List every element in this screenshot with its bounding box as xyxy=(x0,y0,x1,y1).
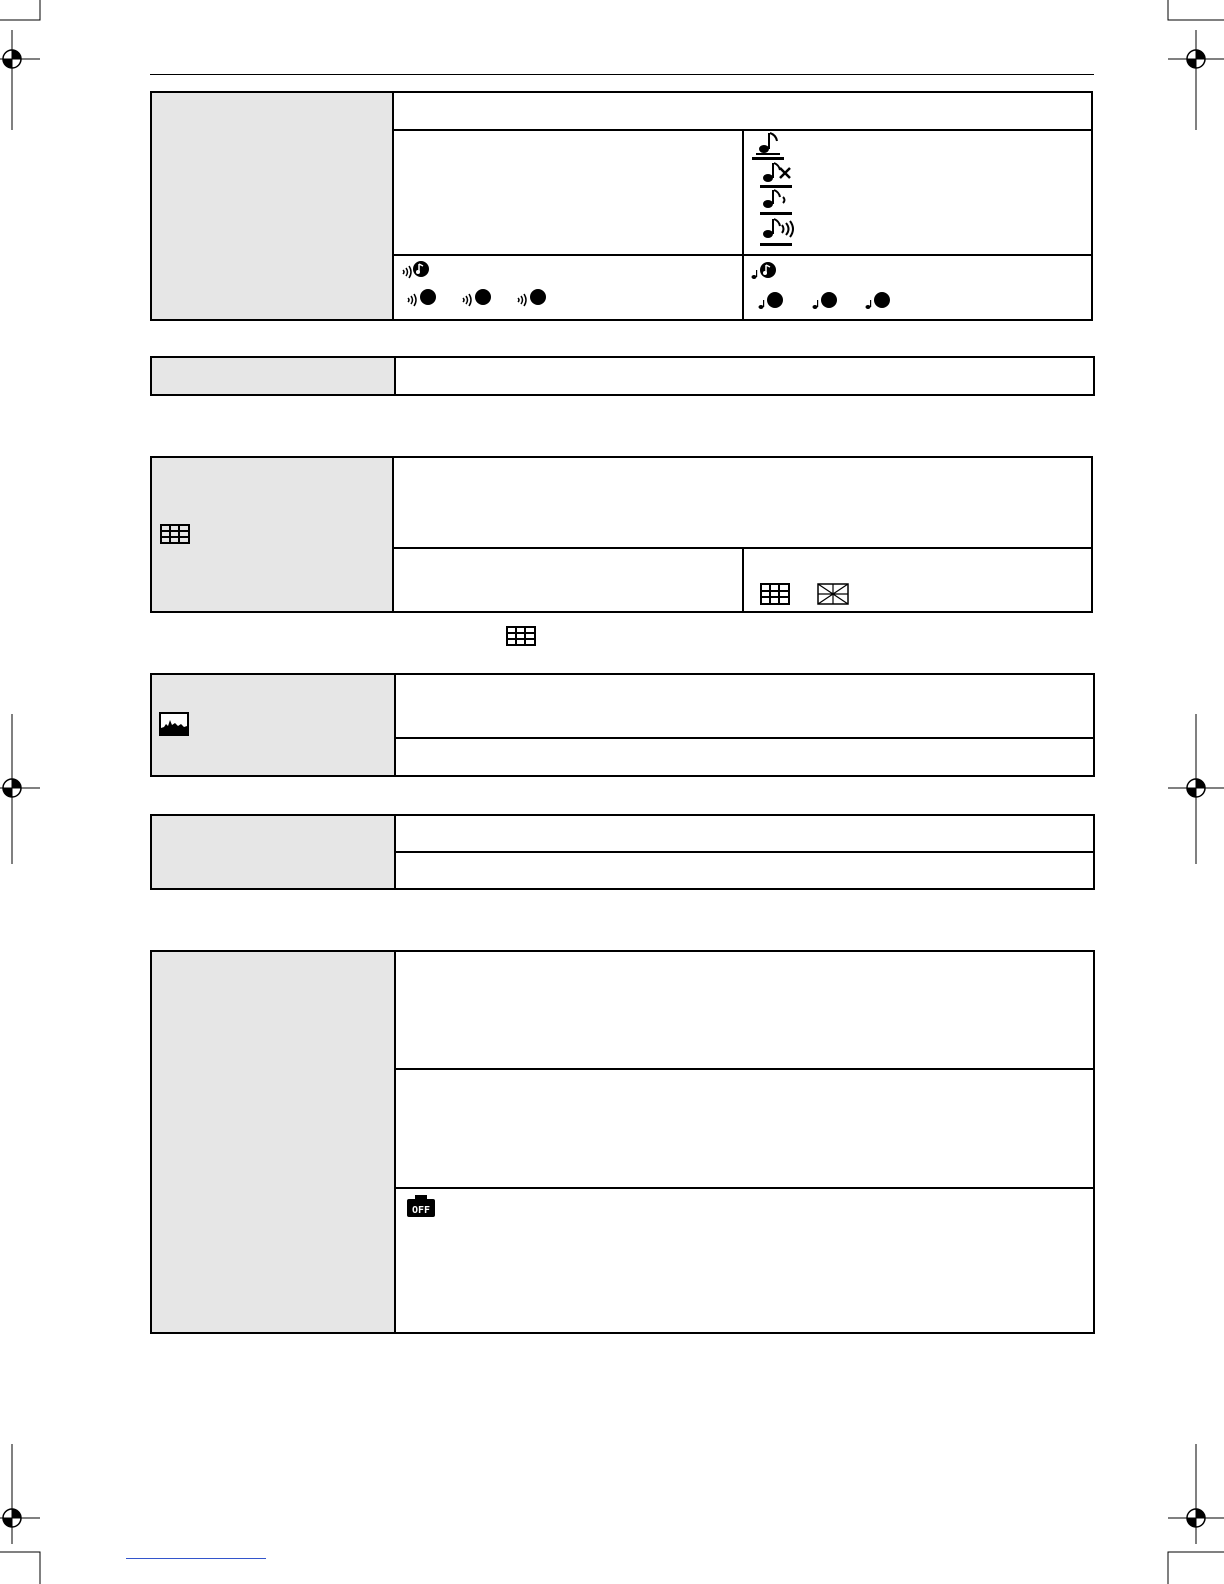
beep-high-icon xyxy=(758,216,798,250)
crosshair-registration-icon xyxy=(1164,0,1224,130)
table-beep-frame xyxy=(150,91,1093,321)
beep-tone-high-icon xyxy=(757,290,787,312)
svg-text:OFF: OFF xyxy=(411,1205,431,1216)
beep-tone-low-icon xyxy=(400,260,432,280)
beep-tone-low-icon xyxy=(405,288,439,308)
lcd-off-icon xyxy=(406,1194,436,1218)
crosshair-registration-icon xyxy=(0,714,60,864)
header-rule xyxy=(150,74,1094,75)
histogram-icon xyxy=(159,712,189,736)
grid-diagonal-icon xyxy=(817,583,849,605)
beep-tone-high-icon xyxy=(811,290,841,312)
crosshair-registration-icon xyxy=(1164,714,1224,864)
beep-tone-high-icon xyxy=(750,260,780,282)
beep-tone-high-icon xyxy=(864,290,894,312)
beep-mute-icon xyxy=(758,160,798,190)
crosshair-registration-icon xyxy=(1164,1444,1224,1584)
crosshair-registration-icon xyxy=(0,0,60,130)
footer-link-underline xyxy=(126,1558,266,1559)
beep-tone-low-icon xyxy=(515,288,549,308)
crosshair-registration-icon xyxy=(0,1444,60,1584)
grid-guide-icon xyxy=(760,583,790,605)
beep-low-icon xyxy=(758,188,798,218)
beep-volume-icon xyxy=(750,130,790,160)
beep-tone-low-icon xyxy=(460,288,494,308)
grid-guide-icon xyxy=(506,626,536,646)
grid-guide-icon xyxy=(160,524,190,544)
